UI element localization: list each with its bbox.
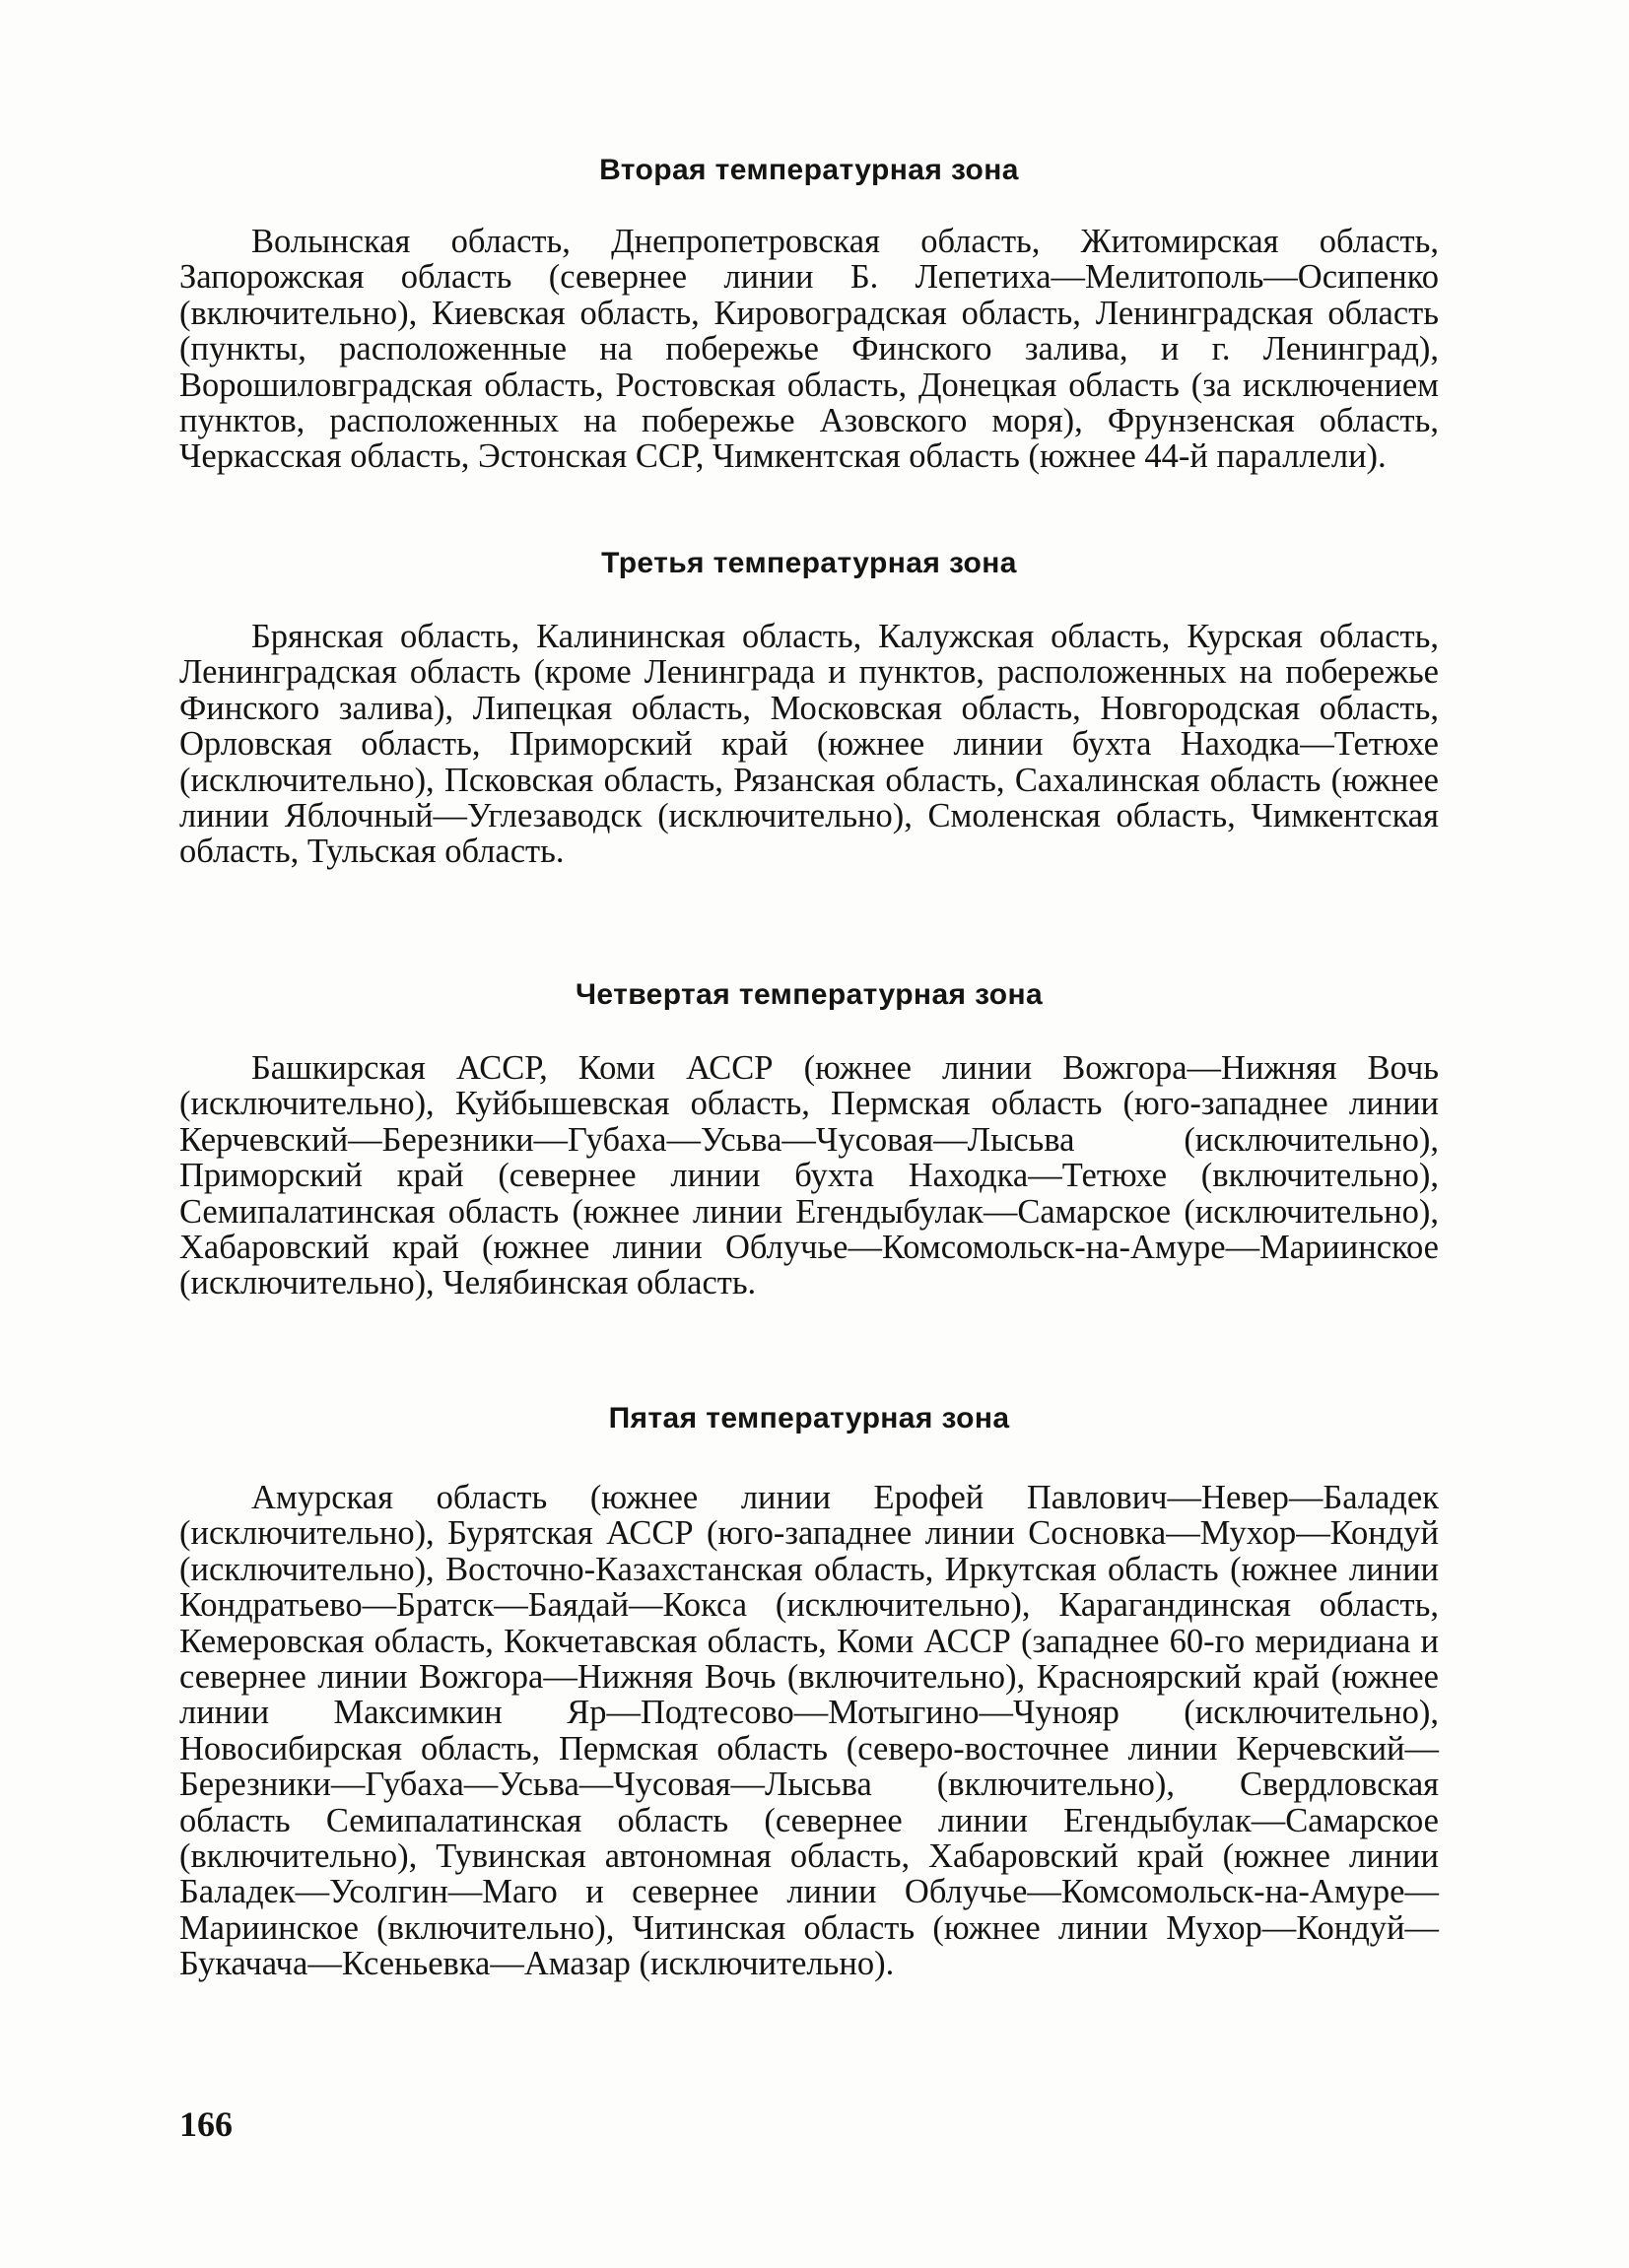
page-number: 166 — [179, 2104, 233, 2144]
section-paragraph: Брянская область, Калининская область, Калужская область, Курская область, Ленинградская область (кроме Ленинграда и пунктов, расположенных на побережье Финского залива), Липецкая область, Московская область, Новгородская область, Орловская область, Приморский край (южнее линии бухта Находка—Тетюхе (исключительно), Псковская область, Рязанская область, Сахалинская область (южнее линии Яблочный—Углезаводск (исключительно), Смоленская область, Чимкентская область, Тульская область. — [179, 618, 1439, 871]
section-zone-5 — [179, 1399, 1439, 1982]
section-heading: Четвертая температурная зона — [575, 978, 1044, 1011]
section-zone-2 — [179, 151, 1439, 475]
section-paragraph: Амурская область (южнее линии Ерофей Павлович—Невер—Баладек (исключительно), Бурятская АССР (юго-западнее линии Сосновка—Мухор—Кондуй (исключительно), Восточно-Казахстанская область, Иркутская область (южнее линии Кондратьево—Братск—Баядай—Кокса (исключительно), Карагандинская область, Кемеровская область, Кокчетавская область, Коми АССР (западнее 60-го меридиана и севернее линии Вожгора—Нижняя Вочь (включительно), Красноярский край (южнее линии Максимкин Яр—Подтесово—Мотыгино—Чунояр (исключительно), Новосибирская область, Пермская область (северо-восточнее линии Керчевский—Березники—Губаха—Усьва—Чусовая—Лысьва (включительно), Свердловская область Семипалатинская область (севернее линии Егендыбулак—Самарское (включительно), Тувинская автономная область, Хабаровский край (южнее линии Баладек—Усолгин—Маго и севернее линии Облучье—Комсомольск-на-Амуре—Мариинское (включительно), Читинская область (южнее линии Мухор—Кондуй—Букачача—Ксеньевка—Амазар (исключительно). — [179, 1479, 1439, 1983]
section-paragraph: Башкирская АССР, Коми АССР (южнее линии Вожгора—Нижняя Вочь (исключительно), Куйбышевская область, Пермская область (юго-западнее линии Керчевский—Березники—Губаха—Усьва—Чусовая—Лысьва (исключительно), Приморский край (севернее линии бухта Находка—Тетюхе (включительно), Семипалатинская область (южнее линии Егендыбулак—Самарское (исключительно), Хабаровский край (южнее линии Облучье—Комсомольск-на-Амуре—Мариинское (исключительно), Челябинская область. — [179, 1049, 1439, 1302]
section-zone-4 — [179, 975, 1439, 1301]
section-heading: Вторая температурная зона — [599, 154, 1019, 186]
section-heading: Третья температурная зона — [601, 547, 1017, 579]
section-heading: Пятая температурная зона — [608, 1402, 1010, 1434]
section-paragraph: Волынская область, Днепропетровская область, Житомирская область, Запорожская область (севернее линии Б. Лепетиха—Мелитополь—Осипенко (включительно), Киевская область, Кировоградская область, Ленинградская область (пункты, расположенные на побережье Финского залива, и г. Ленинград), Ворошиловградская область, Ростовская область, Донецкая область (за исключением пунктов, расположенных на побережье Азовского моря), Фрунзенская область, Черкасская область, Эстонская ССР, Чимкентская область (южнее 44-й параллели). — [179, 223, 1439, 476]
section-zone-3 — [179, 544, 1439, 870]
